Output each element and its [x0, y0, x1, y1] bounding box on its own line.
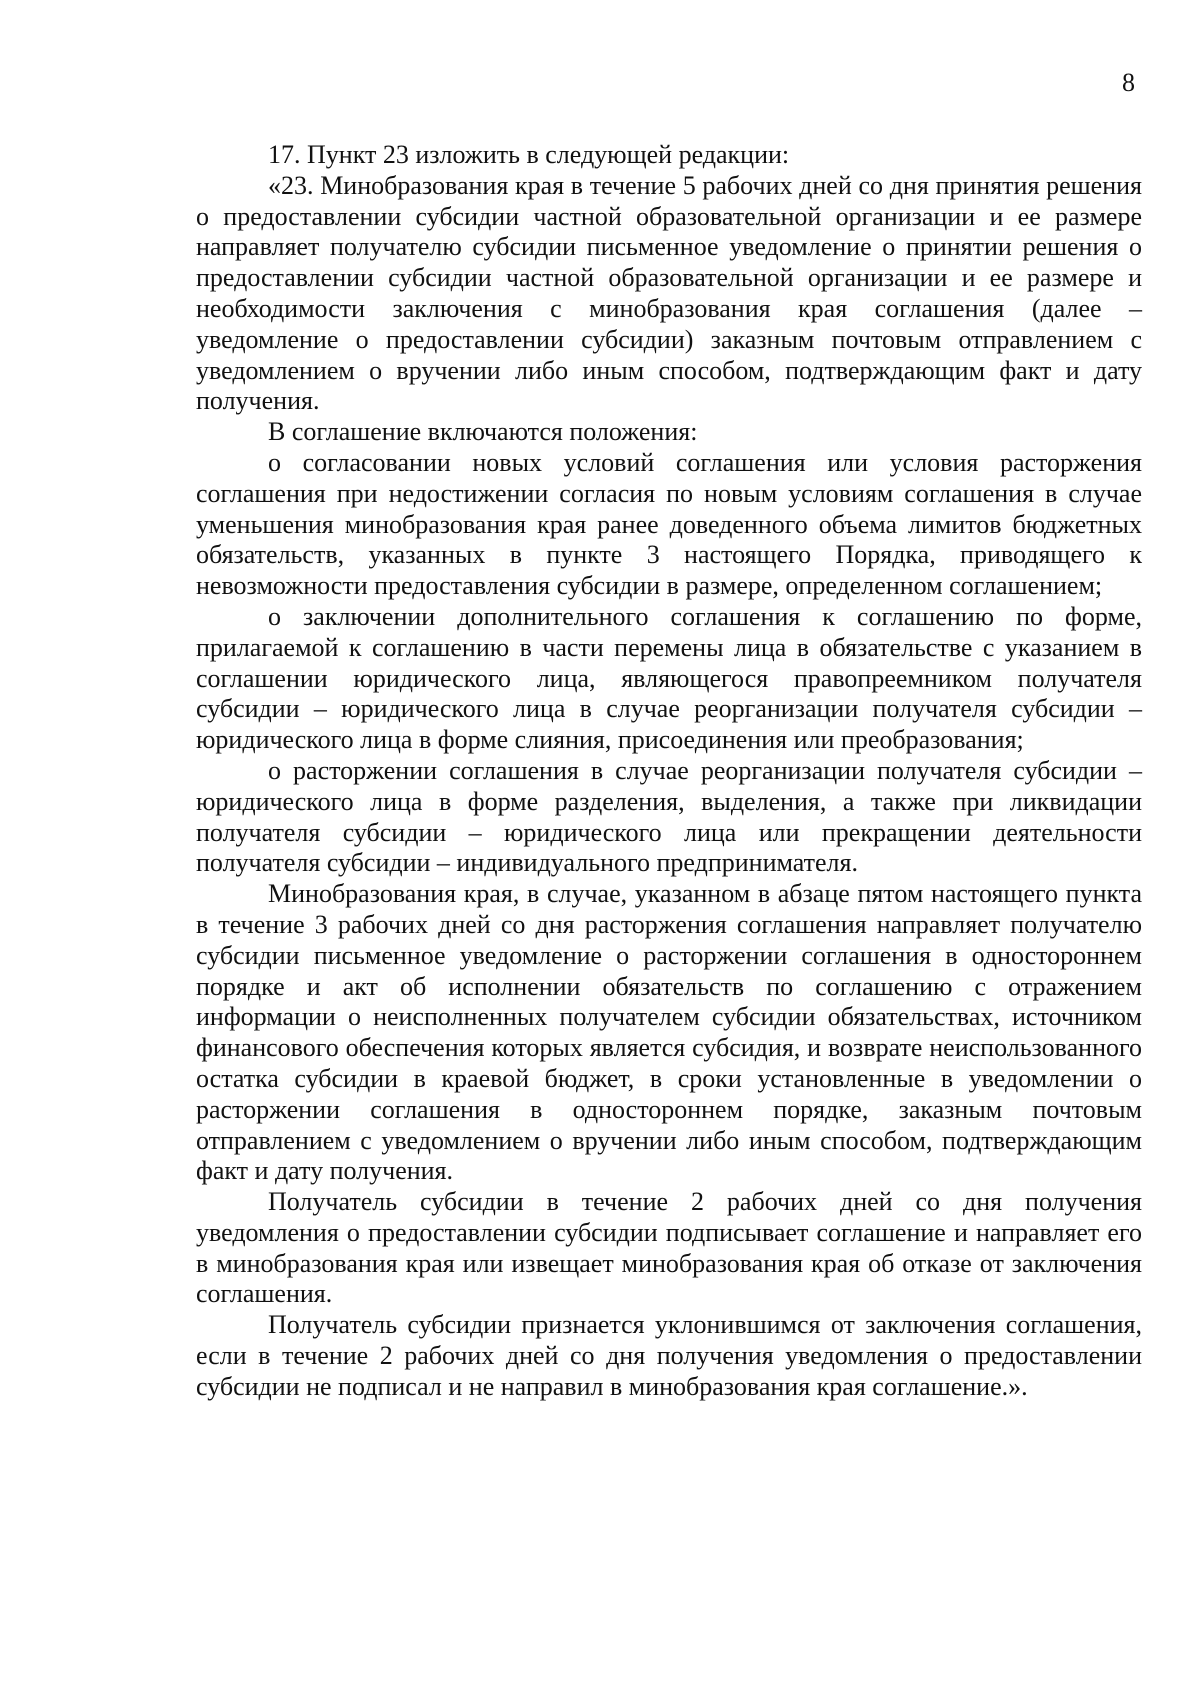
paragraph-ministry-notice: Минобразования края, в случае, указанном в абзаце пятом настоящего пункта в течение 3 рабочих дней со дня расторжения соглашения направляет получателю субсидии письменное уведомление о расторжении соглашения в одностороннем порядке и акт об исполнении обязательств по соглашению с отражением информации о неисполненных получателем субсидии обязательствах, источником финансового обеспечения которых является субсидия, и возврате неиспользованного остатка субсидии в краевой бюджет, в сроки установленные в уведомлении о расторжении соглашения в одностороннем порядке, заказным почтовым отправлением с уведомлением о вручении либо иным способом, подтверждающим факт и дату получения.: [196, 879, 1142, 1186]
paragraph-new-conditions: о согласовании новых условий соглашения или условия расторжения соглашения при недостижении согласия по новым условиям соглашения в случае уменьшения минобразования края ранее доведенного объема лимитов бюджетных обязательств, указанных в пункте 3 настоящего Порядка, приводящего к невозможности предоставления субсидии в размере, определенном соглашением;: [196, 447, 1142, 601]
page-number: 8: [1122, 68, 1135, 97]
paragraph-item-17: 17. Пункт 23 изложить в следующей редакции:: [268, 140, 790, 169]
paragraph-recipient-signs: Получатель субсидии в течение 2 рабочих дней со дня получения уведомления о предоставлении субсидии подписывает соглашение и направляет его в минобразования края или извещает минобразования края об отказе от заключения соглашения.: [196, 1187, 1142, 1309]
paragraph-item-23: «23. Минобразования края в течение 5 рабочих дней со дня принятия решения о предоставлении субсидии частной образовательной организации и ее размере направляет получателю субсидии письменное уведомление о принятии решения о предоставлении субсидии частной образовательной организации и ее размере и необходимости заключения с минобразования края соглашения (далее – уведомление о предоставлении субсидии) заказным почтовым отправлением с уведомлением о вручении либо иным способом, подтверждающим факт и дату получения.: [196, 170, 1142, 416]
paragraph-agreement-provisions: В соглашение включаются положения:: [268, 417, 698, 447]
paragraph-additional-agreement: о заключении дополнительного соглашения к соглашению по форме, прилагаемой к соглашению в части перемены лица в обязательстве с указанием в соглашении юридического лица, являющегося правопреемником получателя субсидии – юридического лица в случае реорганизации получателя субсидии – юридического лица в форме слияния, присоединения или преобразования;: [196, 601, 1142, 755]
paragraph-termination: о расторжении соглашения в случае реорганизации получателя субсидии – юридического лица в форме разделения, выделения, а также при ликвидации получателя субсидии – юридического лица или прекращении деятельности получателя субсидии – индивидуального предпринимателя.: [196, 755, 1142, 878]
document-body: [196, 140, 1142, 1403]
paragraph-recipient-evades: Получатель субсидии признается уклонившимся от заключения соглашения, если в течение 2 рабочих дней со дня получения уведомления о предоставлении субсидии не подписал и не направил в минобразования края соглашение.».: [196, 1310, 1142, 1401]
